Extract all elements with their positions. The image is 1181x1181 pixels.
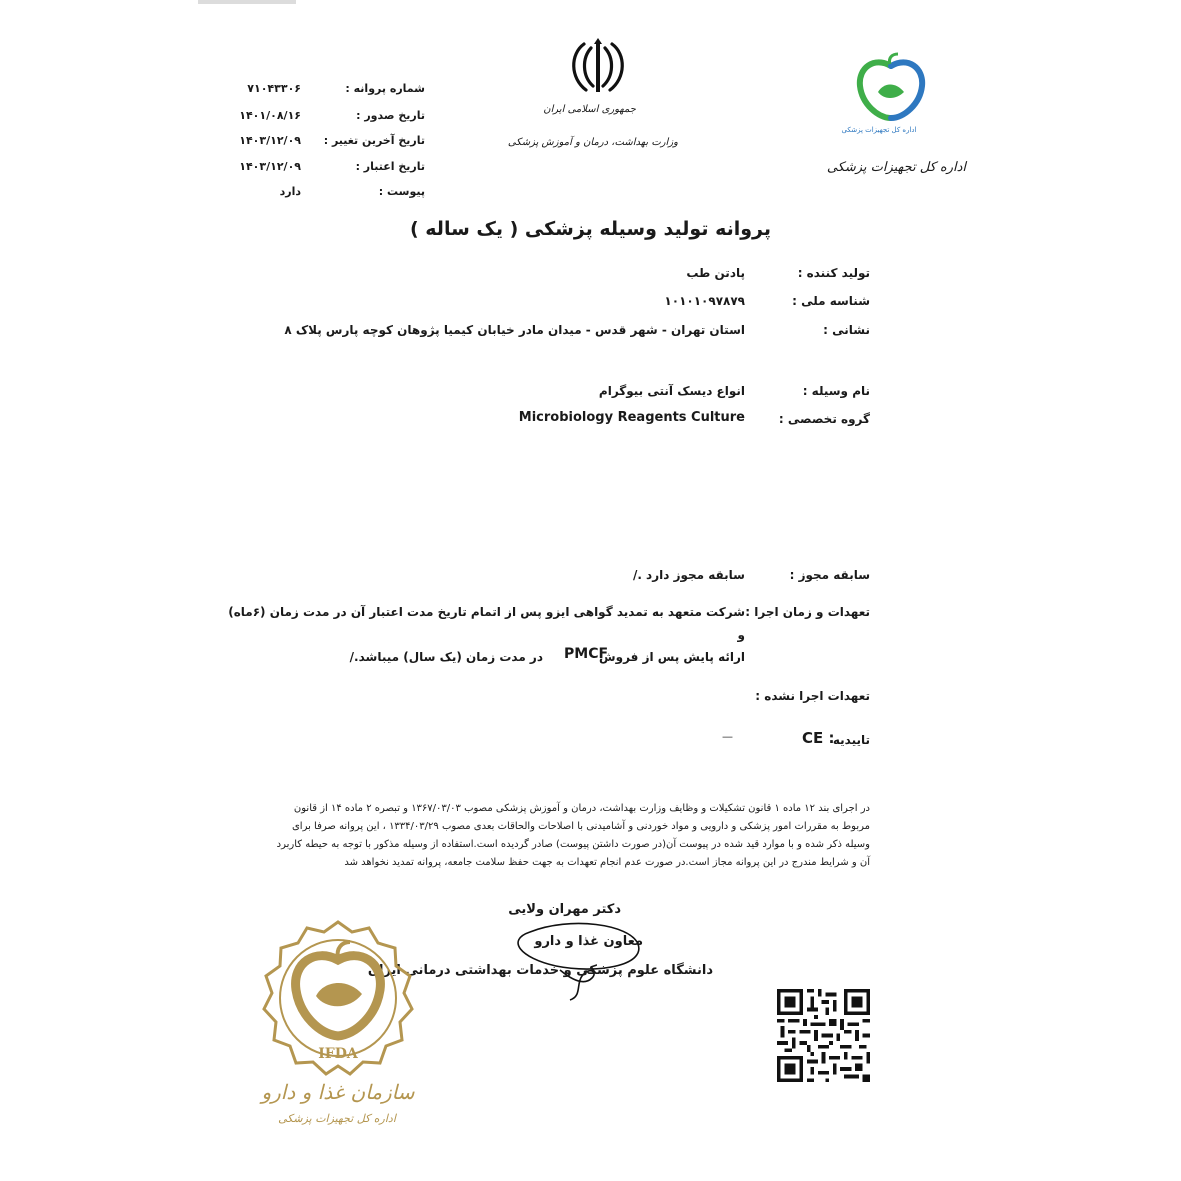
obligations-line-1: شرکت متعهد به تمدید گواهی ایزو پس از اتمام تاریخ مدت اعتبار آن در مدت زمان (۶ماه) <box>228 605 745 619</box>
validity-date-label: تاریخ اعتبار : <box>355 160 425 173</box>
obligations-line-2: و <box>737 628 745 642</box>
last-change-label: تاریخ آخرین تغییر : <box>323 134 425 147</box>
top-edge-tab <box>198 0 296 4</box>
legal-text-line: وسیله ذکر شده و با موارد قید شده در پیوست آن(در صورت داشتن پیوست) صادر گردیده است.استفاده از وسیله مذکور با توجه به حیطه کاربرد <box>276 839 870 850</box>
device-name-value: انواع دیسک آنتی بیوگرام <box>598 384 745 398</box>
ce-code: CE : <box>802 729 835 747</box>
signatory-position: معاون غذا و دارو <box>534 934 643 949</box>
license-history-value: سابقه مجوز دارد ./ <box>632 568 745 582</box>
obligations-line-3-part-b: در مدت زمان (یک سال) میباشد./ <box>349 650 543 664</box>
legal-text <box>270 800 870 872</box>
issue-date-value: ۱۴۰۱/۰۸/۱۶ <box>239 109 301 122</box>
attachment-value: دارد <box>279 185 301 198</box>
signatory-university: دانشگاه علوم پزشکی و خدمات بهداشتی درمانی ایران <box>367 963 713 978</box>
medical-devices-small-text: اداره کل تجهیزات پزشکی <box>841 126 917 134</box>
national-id-label: شناسه ملی : <box>792 294 870 308</box>
ce-approval-value: — <box>722 730 733 743</box>
document-title: پروانه تولید وسیله پزشکی ( یک ساله ) <box>409 218 772 240</box>
specialty-group-label: گروه تخصصی : <box>778 412 870 426</box>
last-change-value: ۱۴۰۳/۱۲/۰۹ <box>239 134 301 147</box>
medical-devices-department: اداره کل تجهیزات پزشکی <box>826 160 966 175</box>
iran-emblem-icon <box>566 38 630 96</box>
attachment-label: پیوست : <box>378 185 425 198</box>
medical-devices-logo-icon <box>852 52 930 122</box>
address-label: نشانی : <box>823 323 870 337</box>
unfulfilled-obligations-label: تعهدات اجرا نشده : <box>755 689 870 703</box>
food-drug-organization-seal-icon <box>258 918 418 1078</box>
seal-caption: سازمان غذا و دارو <box>261 1080 415 1104</box>
seal-small-caption: اداره کل تجهیزات پزشکی <box>278 1112 396 1125</box>
legal-text-line: مربوط به مقررات امور پزشکی و دارویی و مواد خوردنی و آشامیدنی با اصلاحات والحاقات بعدی مصوب ۱۳۳۴/۰۳/۲۹ ، این پروانه صرفا برای <box>291 821 870 832</box>
seal-abbreviation: IFDA <box>318 1046 358 1062</box>
validity-date-value: ۱۴۰۳/۱۲/۰۹ <box>239 160 301 173</box>
legal-text-line: آن و شرایط مندرج در این پروانه مجاز است.در صورت عدم انجام تعهدات به جهت حفظ سلامت جامعه، پروانه تمدید نخواهد شد <box>344 857 870 868</box>
national-id-value: ۱۰۱۰۱۰۹۷۸۷۹ <box>664 294 745 308</box>
specialty-group-value: Microbiology Reagents Culture <box>518 410 745 425</box>
address-value: استان تهران - شهر قدس - میدان مادر خیابان کیمیا پژوهان کوچه پارس پلاک ۸ <box>284 323 745 337</box>
manufacturer-label: تولید کننده : <box>797 266 870 280</box>
obligations-label: تعهدات و زمان اجرا : <box>745 605 870 619</box>
ministry-text: وزارت بهداشت، درمان و آموزش پزشکی <box>507 137 678 148</box>
manufacturer-value: پادتن طب <box>686 266 745 280</box>
device-name-label: نام وسیله : <box>802 384 870 398</box>
qr-code-icon <box>777 989 870 1082</box>
ce-approval-label: تاییدیه <box>832 733 870 747</box>
signature-icon <box>500 910 650 1010</box>
license-history-label: سابقه مجوز : <box>789 568 870 582</box>
license-number-label: شماره پروانه : <box>345 82 425 95</box>
issue-date-label: تاریخ صدور : <box>356 109 425 122</box>
signatory-name: دکتر مهران ولایی <box>508 902 621 917</box>
obligations-line-3-part-a: ارائه پایش پس از فروش <box>599 650 745 664</box>
republic-text: جمهوری اسلامی ایران <box>543 104 636 115</box>
license-number-value: ۷۱۰۴۳۳۰۶ <box>247 82 301 95</box>
legal-text-line: در اجرای بند ۱۲ ماده ۱ قانون تشکیلات و وظایف وزارت بهداشت، درمان و آموزش پزشکی مصوب ۱۳۶۷/۰۳/۰۳ و تبصره ۲ ماده ۱۴ از قانون <box>293 803 870 814</box>
pmcf-code: PMCF <box>564 646 609 662</box>
